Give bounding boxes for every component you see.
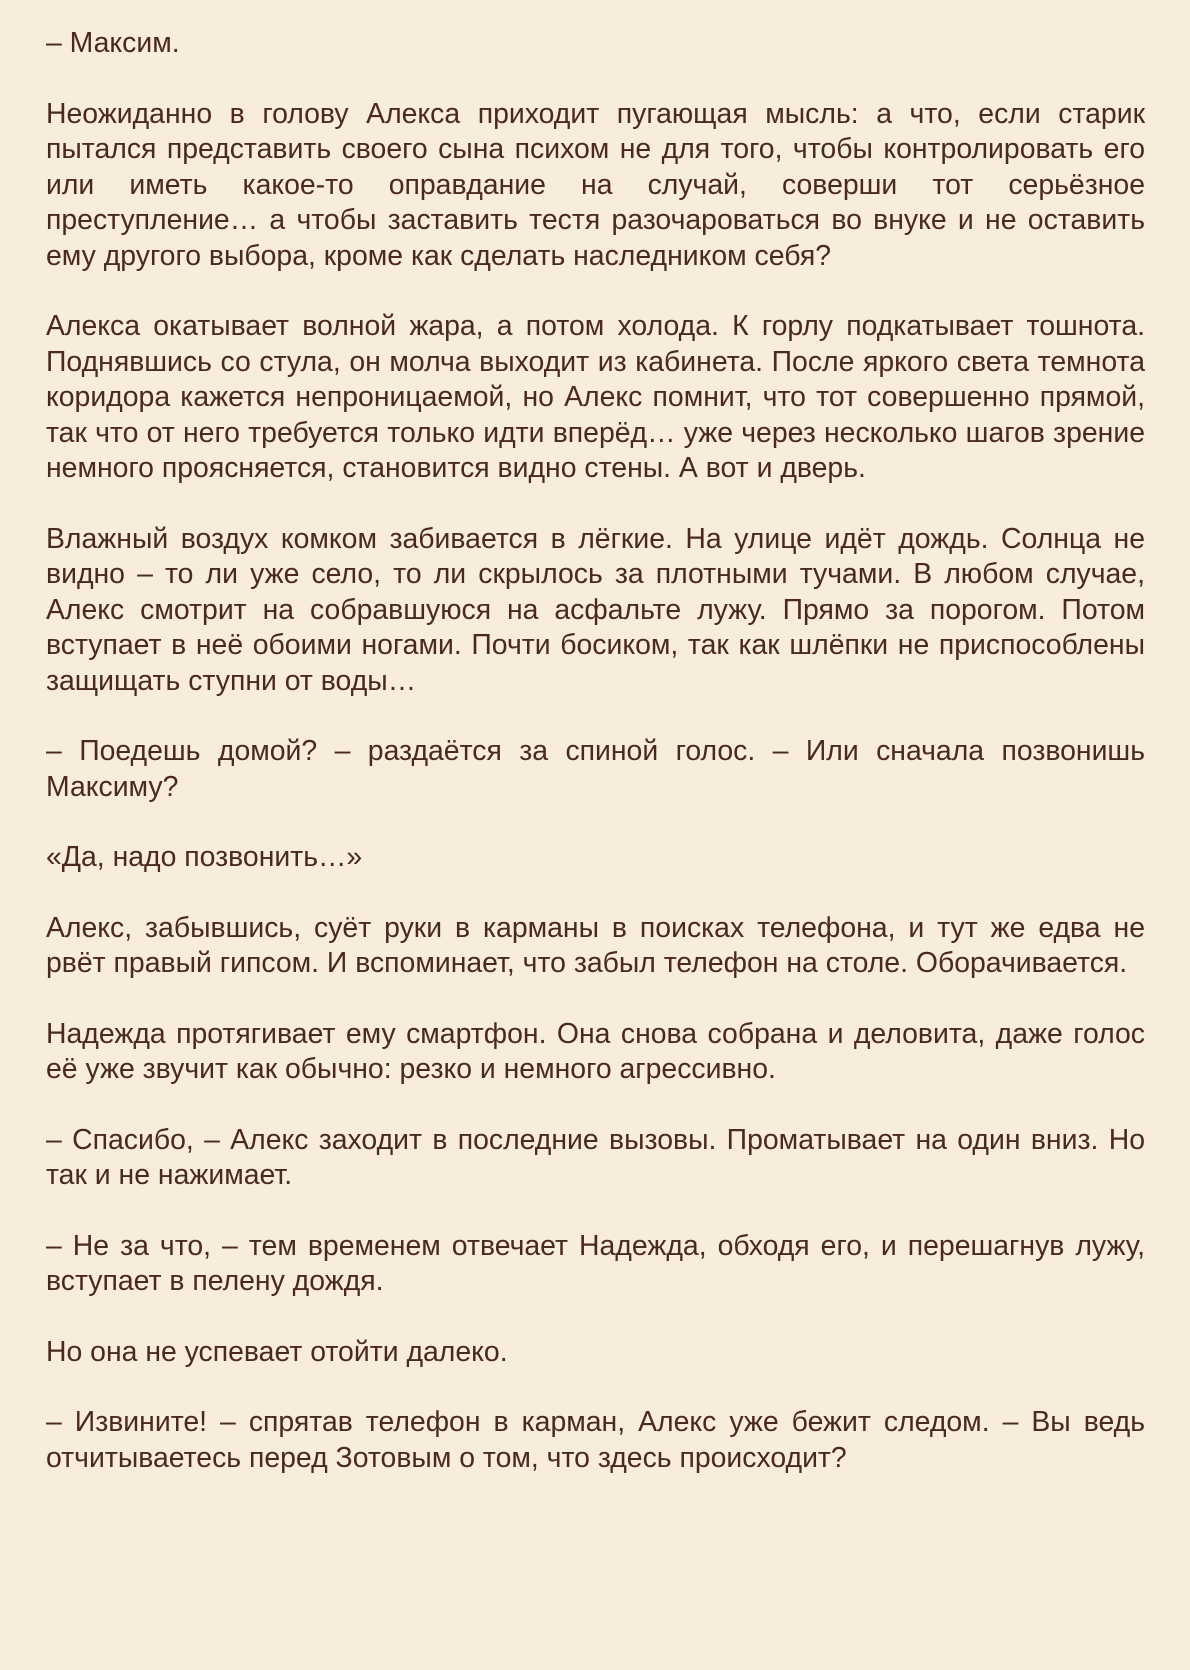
paragraph: Надежда протягивает ему смартфон. Она снова собрана и деловита, даже голос её уже звучит как обычно: резко и немного агрессивно.	[46, 1017, 1145, 1085]
paragraph: Алекса окатывает волной жара, а потом холода. К горлу подкатывает тошнота. Поднявшись со стула, он молча выходит из кабинета. После яркого света темнота коридора кажется непроницаемой, но Алекс помнит, что тот совершенно прямой, так что от него требуется только идти вперёд… уже через несколько шагов зрение немного проясняется, становится видно стены. А вот и дверь.	[46, 310, 1145, 484]
paragraph: – Поедешь домой? – раздаётся за спиной голос. – Или сначала позвонишь Максиму?	[46, 735, 1145, 803]
paragraph: Но она не успевает отойти далеко.	[46, 1335, 508, 1368]
paragraph: – Максим.	[46, 27, 180, 59]
paragraph: – Спасибо, – Алекс заходит в последние вызовы. Проматывает на один вниз. Но так и не нажимает.	[46, 1123, 1145, 1191]
paragraph: «Да, надо позвонить…»	[46, 841, 363, 873]
paragraph: Неожиданно в голову Алекса приходит пугающая мысль: а что, если старик пытался представить своего сына психом не для того, чтобы контролировать его или иметь какое-то оправдание на случай, соверши тот серьёзное преступление… а чтобы заставить тестя разочароваться во внуке и не оставить ему другого выбора, кроме как сделать наследником себя?	[46, 97, 1145, 272]
paragraph: Алекс, забывшись, суёт руки в карманы в поисках телефона, и тут же едва не рвёт правый гипсом. И вспоминает, что забыл телефон на столе. Оборачивается.	[46, 911, 1145, 979]
paragraph: – Не за что, – тем временем отвечает Надежда, обходя его, и перешагнув лужу, вступает в пелену дождя.	[46, 1229, 1145, 1297]
paragraph: Влажный воздух комком забивается в лёгкие. На улице идёт дождь. Солнца не видно – то ли уже село, то ли скрылось за плотными тучами. В любом случае, Алекс смотрит на собравшуюся на асфальте лужу. Прямо за порогом. Потом вступает в неё обоими ногами. Почти босиком, так как шлёпки не приспособлены защищать ступни от воды…	[46, 522, 1145, 697]
paragraph: – Извините! – спрятав телефон в карман, Алекс уже бежит следом. – Вы ведь отчитываетесь перед Зотовым о том, что здесь происходит?	[46, 1406, 1145, 1474]
